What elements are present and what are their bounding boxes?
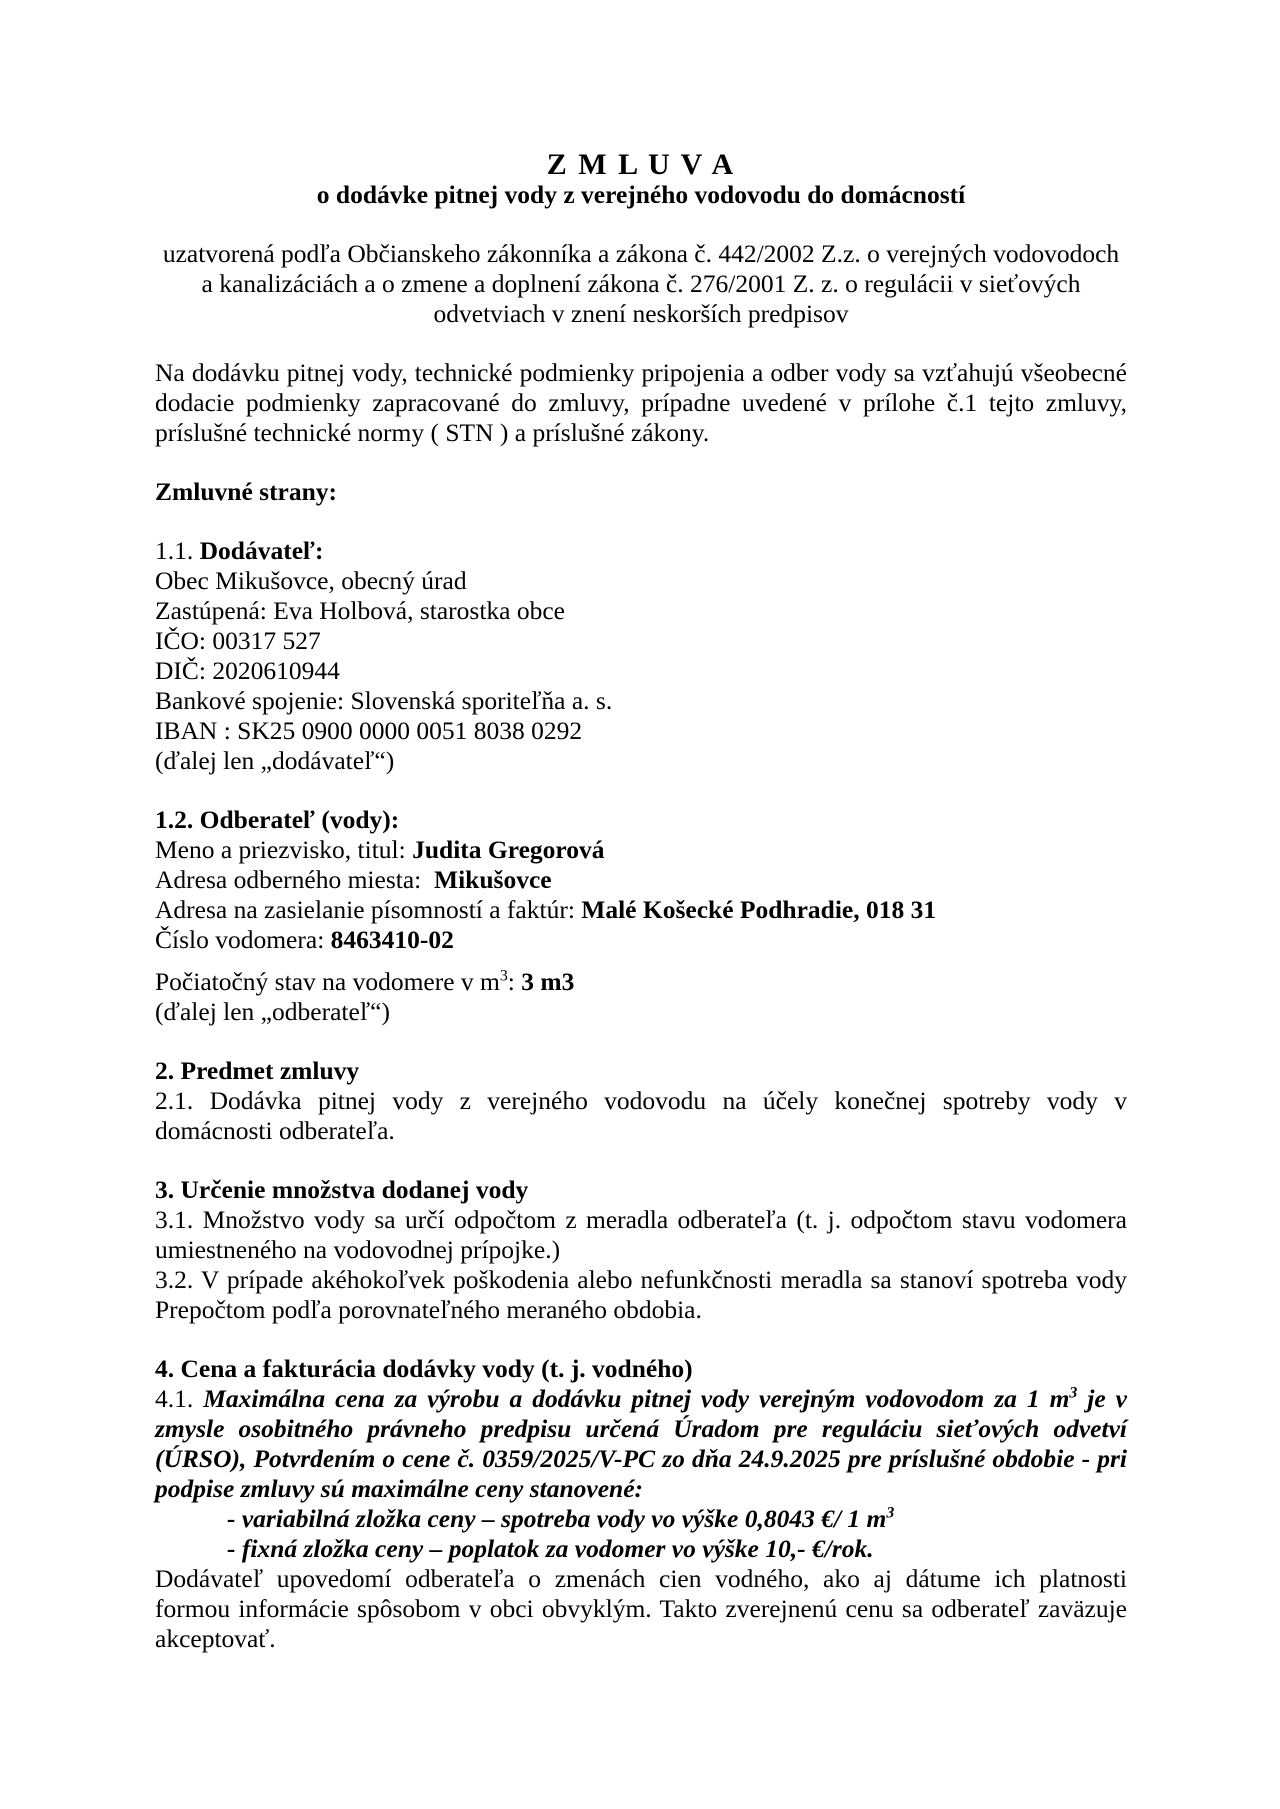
customer-name-label: Meno a priezvisko, titul:: [155, 835, 413, 864]
customer-block: [155, 805, 1127, 955]
clause-4-1-superscript: 3: [1069, 1384, 1078, 1402]
price-variable-text: - variabilná zložka ceny – spotreba vody vo výške 0,8043 €/ 1 m: [227, 1504, 887, 1533]
customer-meter-value: 8463410-02: [330, 925, 454, 954]
initial-reading-superscript: 3: [499, 967, 508, 985]
general-terms-paragraph: Na dodávku pitnej vody, technické podmienky pripojenia a odber vody sa vzťahujú všeobecné dodacie podmienky zapracované do zmluvy, prípadne uvedené v prílohe č.1 tejto zmluvy, príslušné technické normy ( STN ) a príslušné zákony.: [155, 358, 1127, 447]
supplier-organization-line: Obec Mikušovce, obecný úrad: [155, 566, 467, 595]
customer-name-line: [155, 835, 1127, 865]
section-2: [155, 1056, 1127, 1146]
customer-mail-label: Adresa na zasielanie písomností a faktúr:: [155, 895, 582, 924]
customer-name-value: Judita Gregorová: [412, 835, 605, 864]
section-2-heading: 2. Predmet zmluvy: [155, 1056, 360, 1085]
clause-4-1: [155, 1384, 1127, 1504]
supplier-ico-line: IČO: 00317 527: [155, 626, 321, 655]
initial-reading-value: 3 m3: [521, 967, 575, 996]
clause-3-2: 3.2. V prípade akéhokoľvek poškodenia alebo nefunkčnosti meradla sa stanoví spotreba vody Prepočtom podľa porovnateľného meraného obdobia.: [155, 1265, 1127, 1324]
supplier-label: Dodávateľ:: [199, 536, 324, 565]
initial-reading-line: [155, 967, 1127, 997]
price-change-notice: Dodávateľ upovedomí odberateľa o zmenách cien vodného, ako aj dátume ich platnosti formou informácie spôsobom v obci obvyklým. Takto zverejnenú cenu sa odberateľ zaväzuje akceptovať.: [155, 1564, 1127, 1653]
customer-meter-label: Číslo vodomera:: [155, 925, 331, 954]
supplier-iban-line: IBAN : SK25 0900 0000 0051 8038 0292: [155, 716, 583, 745]
clause-2-1: 2.1. Dodávka pitnej vody z verejného vodovodu na účely konečnej spotreby vody v domácnosti odberateľa.: [155, 1086, 1127, 1145]
price-fixed-line: [155, 1534, 1127, 1564]
customer-heading: 1.2. Odberateľ (vody):: [155, 805, 400, 834]
contract-title: Z M L U V A: [546, 148, 736, 181]
clause-3-1: 3.1. Množstvo vody sa určí odpočtom z meradla odberateľa (t. j. odpočtom stavu vodomera umiestneného na vodovodnej prípojke.): [155, 1205, 1127, 1264]
clause-4-1-text-part1: Maximálna cena za výrobu a dodávku pitnej vody verejným vodovodom za 1 m: [203, 1384, 1070, 1413]
parties-heading: Zmluvné strany:: [155, 477, 338, 506]
section-3: [155, 1175, 1127, 1325]
supplier-representative-line: Zastúpená: Eva Holbová, starostka obce: [155, 596, 565, 625]
price-fixed-text: - fixná zložka ceny – poplatok za vodomer vo výške 10,- €/rok.: [227, 1534, 874, 1563]
price-variable-line: [155, 1504, 1127, 1534]
customer-alias-line: (ďalej len „odberateľ“): [155, 997, 390, 1026]
initial-reading-separator: :: [507, 967, 522, 996]
customer-place-label: Adresa odberného miesta:: [155, 865, 434, 894]
customer-place-line: [155, 865, 1127, 895]
section-4-heading: 4. Cena a fakturácia dodávky vody (t. j. vodného): [155, 1354, 693, 1383]
customer-mail-line: [155, 895, 1127, 925]
initial-reading-label: Počiatočný stav na vodomere v m: [155, 967, 500, 996]
supplier-heading: [155, 536, 1127, 566]
supplier-bank-line: Bankové spojenie: Slovenská sporiteľňa a. s.: [155, 686, 613, 715]
price-variable-superscript: 3: [886, 1504, 895, 1522]
initial-reading-block: [155, 967, 1127, 1027]
section-3-heading: 3. Určenie množstva dodanej vody: [155, 1175, 529, 1204]
customer-place-value: Mikušovce: [434, 865, 552, 894]
supplier-block: [155, 536, 1127, 776]
supplier-alias-line: (ďalej len „dodávateľ“): [155, 746, 395, 775]
clause-4-1-text-part2: je v zmysle osobitného právneho predpisu určená Úradom pre reguláciu sieťových odvetví (ÚRSO), Potvrdením o cene č. 0359/2025/V-PC zo dňa 24.9.2025 pre príslušné obdobie - pri podpise zmluvy sú maximálne ceny stanovené:: [155, 1384, 1127, 1503]
legal-basis-paragraph: uzatvorená podľa Občianskeho zákonníka a zákona č. 442/2002 Z.z. o verejných vodovodoch a kanalizáciách a o zmene a doplnení zákona č. 276/2001 Z. z. o regulácii v sieťových odvetviach v znení neskorších predpisov: [162, 239, 1120, 328]
section-4: [155, 1354, 1127, 1654]
clause-4-1-number: 4.1.: [155, 1384, 204, 1413]
customer-mail-value: Malé Košecké Podhradie, 018 31: [581, 895, 937, 924]
customer-meter-line: [155, 925, 1127, 955]
contract-subtitle: o dodávke pitnej vody z verejného vodovodu do domácností: [316, 180, 966, 209]
supplier-number: 1.1.: [155, 536, 200, 565]
supplier-dic-line: DIČ: 2020610944: [155, 656, 340, 685]
